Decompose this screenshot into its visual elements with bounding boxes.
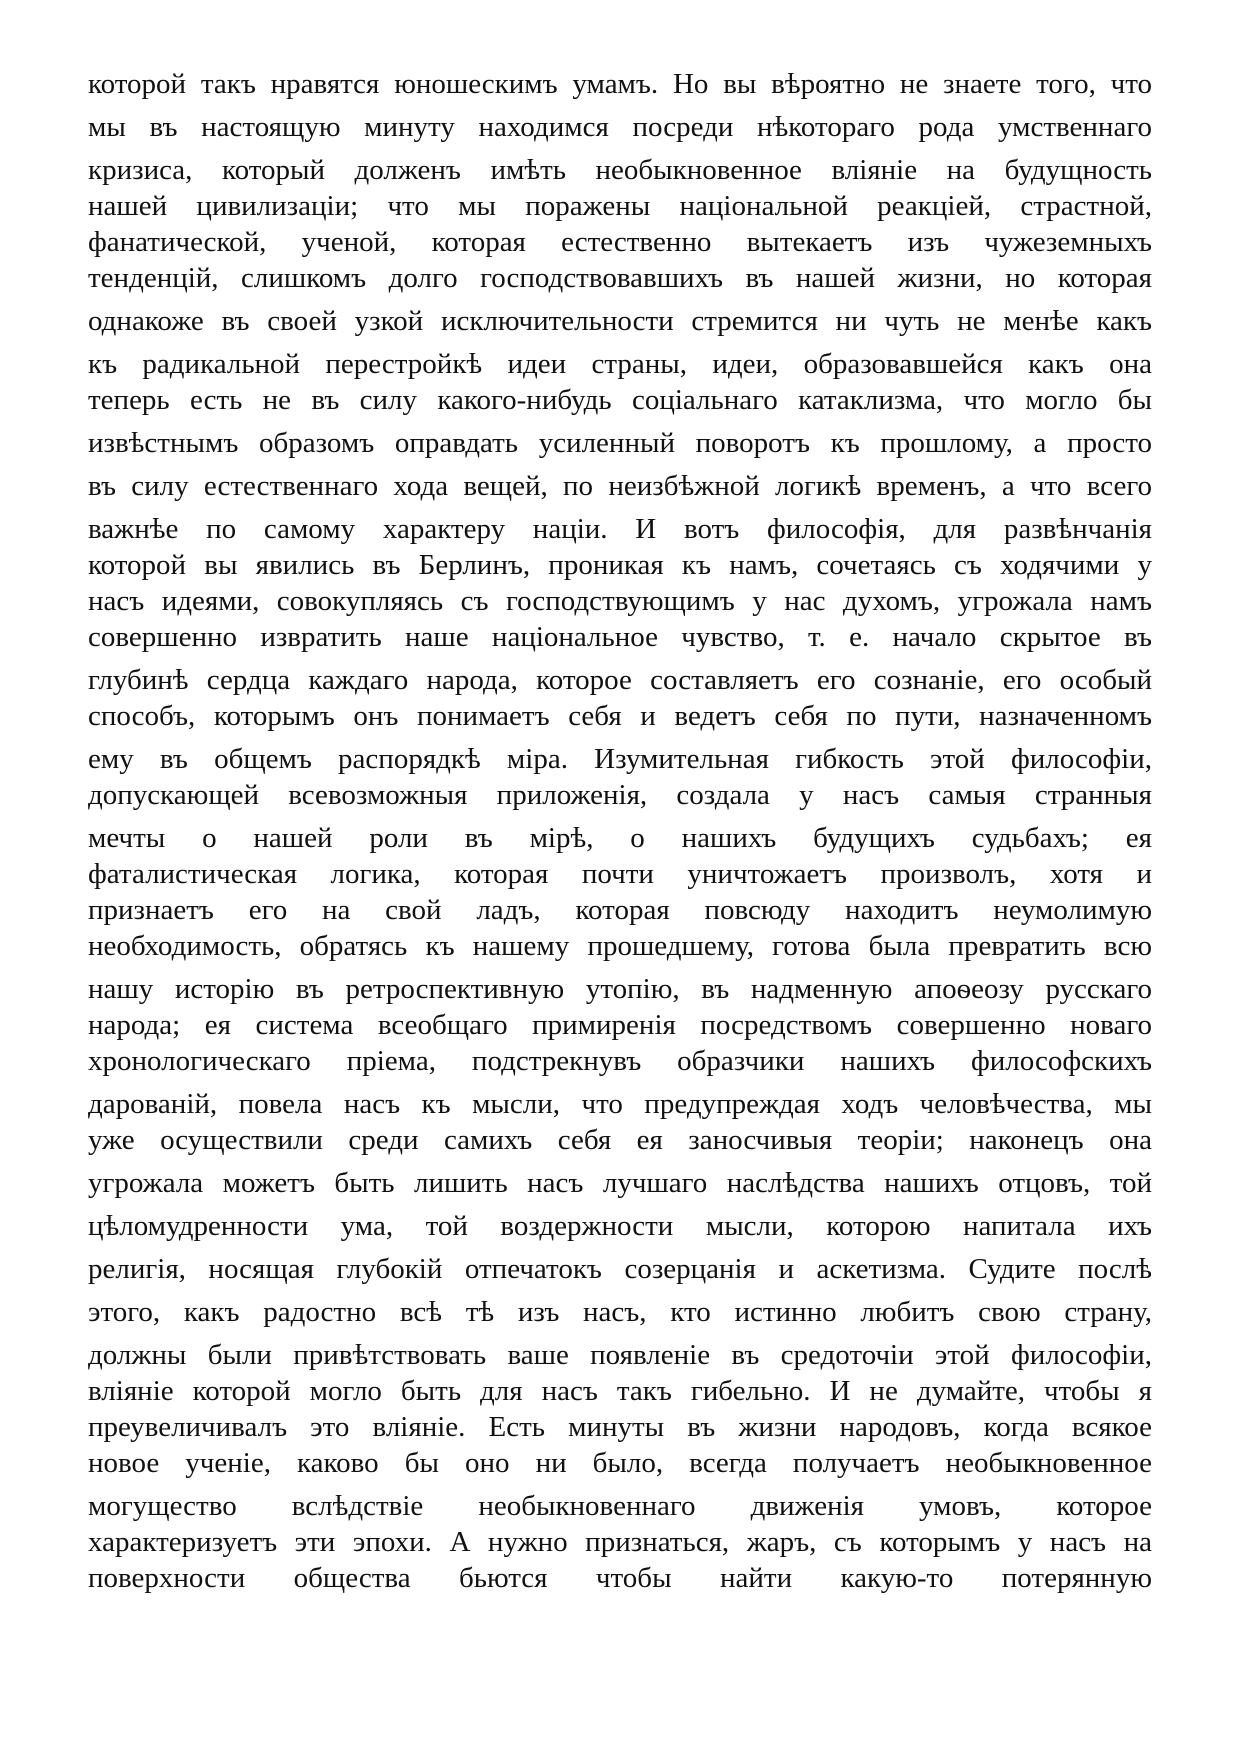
text-line: вліяніе которой могло быть для насъ такъ гибельно. И не думайте, чтобы я <box>88 1375 1152 1407</box>
text-line: хронологическаго пріема, подстрекнувъ образчики нашихъ философскихъ <box>88 1045 1152 1077</box>
text-line: которой вы явились въ Берлинъ, проникая къ намъ, сочетаясь съ ходячими у <box>88 549 1152 581</box>
text-line: однакоже въ своей узкой исключительности стремится ни чуть не менѣе какъ <box>88 305 1152 337</box>
text-line: уже осуществили среди самихъ себя ея заносчивыя теоріи; наконецъ она <box>88 1124 1152 1156</box>
text-line: фанатической, ученой, которая естественно вытекаетъ изъ чужеземныхъ <box>88 226 1152 258</box>
text-line: религія, носящая глубокій отпечатокъ созерцанія и аскетизма. Судите послѣ <box>88 1253 1152 1285</box>
text-line: фаталистическая логика, которая почти уничтожаетъ произволъ, хотя и <box>88 858 1152 890</box>
text-line: въ силу естественнаго хода вещей, по неизбѣжной логикѣ временъ, а что всего <box>88 470 1152 502</box>
text-line: необходимость, обратясь къ нашему прошедшему, готова была превратить всю <box>88 930 1152 962</box>
text-line: народа; ея система всеобщаго примиренія посредствомъ совершенно новаго <box>88 1009 1152 1041</box>
text-line: кризиса, который долженъ имѣть необыкновенное вліяніе на будущность <box>88 154 1152 186</box>
text-line: глубинѣ сердца каждаго народа, которое составляетъ его сознаніе, его особый <box>88 664 1152 696</box>
text-line: угрожала можетъ быть лишить насъ лучшаго наслѣдства нашихъ отцовъ, той <box>88 1167 1152 1199</box>
text-line: насъ идеями, совокупляясь съ господствующимъ у нас духомъ, угрожала намъ <box>88 585 1152 617</box>
text-line: характеризуетъ эти эпохи. А нужно признаться, жаръ, съ которымъ у насъ на <box>88 1526 1152 1558</box>
text-line: признаетъ его на свой ладъ, которая повсюду находитъ неумолимую <box>88 894 1152 926</box>
text-line: тенденцій, слишкомъ долго господствовавшихъ въ нашей жизни, но которая <box>88 262 1152 294</box>
text-line: преувеличивалъ это вліяніе. Есть минуты въ жизни народовъ, когда всякое <box>88 1411 1152 1443</box>
text-line: мы въ настоящую минуту находимся посреди нѣкотораго рода умственнаго <box>88 111 1152 143</box>
text-line: должны были привѣтствовать ваше появленіе въ средоточіи этой философіи, <box>88 1339 1152 1371</box>
text-line: цѣломудренности ума, той воздержности мысли, которою напитала ихъ <box>88 1210 1152 1242</box>
text-line: этого, какъ радостно всѣ тѣ изъ насъ, кто истинно любитъ свою страну, <box>88 1296 1152 1328</box>
text-line: извѣстнымъ образомъ оправдать усиленный поворотъ къ прошлому, а просто <box>88 427 1152 459</box>
text-line: которой такъ нравятся юношескимъ умамъ. Но вы вѣроятно не знаете того, что <box>88 68 1152 100</box>
text-line: къ радикальной перестройкѣ идеи страны, идеи, образовавшейся какъ она <box>88 348 1152 380</box>
text-line: нашей цивилизаціи; что мы поражены національной реакціей, страстной, <box>88 190 1152 222</box>
text-line: мечты о нашей роли въ мірѣ, о нашихъ будущихъ судьбахъ; ея <box>88 822 1152 854</box>
text-line: способъ, которымъ онъ понимаетъ себя и ведетъ себя по пути, назначенномъ <box>88 700 1152 732</box>
text-line: нашу исторію въ ретроспективную утопію, въ надменную апоѳеозу русскаго <box>88 973 1152 1005</box>
text-line: допускающей всевозможныя приложенія, создала у насъ самыя странныя <box>88 779 1152 811</box>
text-line: совершенно извратить наше національное чувство, т. е. начало скрытое въ <box>88 621 1152 653</box>
text-line: поверхности общества бьются чтобы найти какую-то потерянную <box>88 1562 1152 1594</box>
text-line: новое ученіе, каково бы оно ни было, всегда получаетъ необыкновенное <box>88 1447 1152 1479</box>
text-line: важнѣе по самому характеру націи. И вотъ философія, для развѣнчанія <box>88 513 1152 545</box>
text-line: дарованій, повела насъ къ мысли, что предупреждая ходъ человѣчества, мы <box>88 1088 1152 1120</box>
text-line: теперь есть не въ силу какого-нибудь соціальнаго катаклизма, что могло бы <box>88 384 1152 416</box>
text-line: ему въ общемъ распорядкѣ міра. Изумительная гибкость этой философіи, <box>88 743 1152 775</box>
text-line: могущество вслѣдствіе необыкновеннаго движенія умовъ, которое <box>88 1490 1152 1522</box>
